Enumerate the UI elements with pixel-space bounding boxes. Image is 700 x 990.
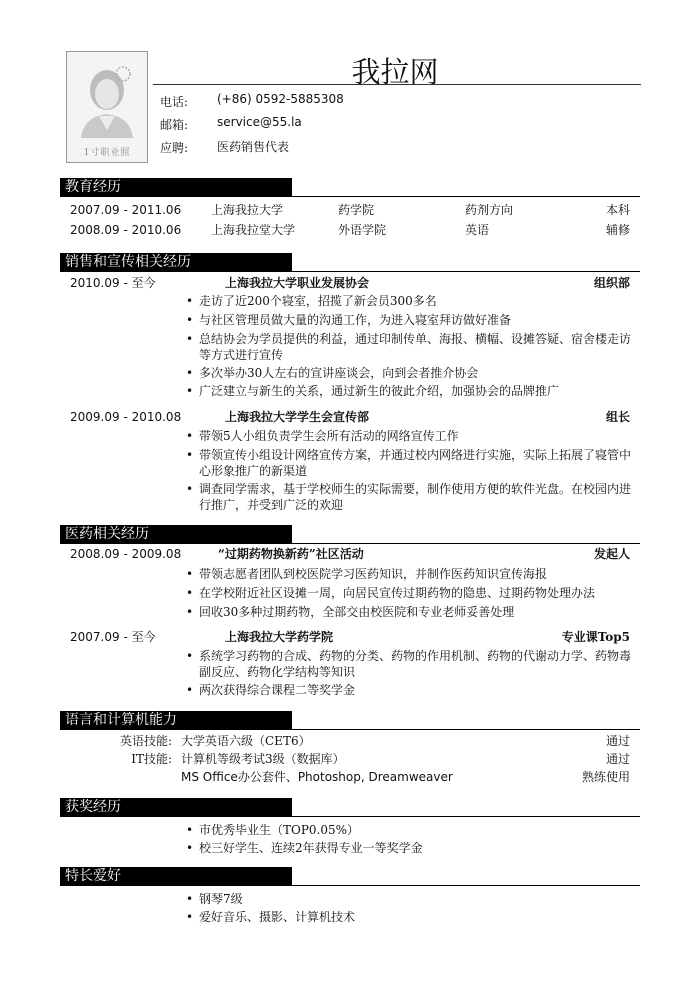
edu-major: 英语 xyxy=(465,223,490,237)
skill-level: 通过 xyxy=(605,734,630,748)
bullet-dot-icon: • xyxy=(186,313,194,327)
entry-period: 2008.09 - 2009.08 xyxy=(70,547,182,561)
edu-degree: 本科 xyxy=(605,203,630,217)
list-item: 在学校附近社区设摊一周，向居民宣传过期药物的隐患、过期药物处理办法 xyxy=(199,586,596,600)
bullet-dot-icon: • xyxy=(186,429,194,443)
position-value: 医药销售代表 xyxy=(217,140,290,154)
bullet-dot-icon: • xyxy=(186,384,194,398)
list-item: 两次获得综合课程二等奖学金 xyxy=(199,683,356,697)
list-item: 回收30多种过期药物，全部交由校医院和专业老师妥善处理 xyxy=(199,605,515,619)
entry-org: 上海我拉大学职业发展协会 xyxy=(225,276,370,290)
section-education-title: 教育经历 xyxy=(60,178,292,196)
edu-major: 药剂方向 xyxy=(465,203,514,217)
skill-value: 计算机等级考试3级（数据库） xyxy=(181,752,345,766)
edu-period: 2008.09 - 2010.06 xyxy=(70,223,182,237)
section-divider xyxy=(60,816,640,817)
entry-role: 组织部 xyxy=(593,276,630,290)
list-item: 带领5人小组负责学生会所有活动的网络宣传工作 xyxy=(199,429,459,443)
edu-college: 药学院 xyxy=(338,203,375,217)
section-awards-title: 获奖经历 xyxy=(60,798,292,816)
edu-school: 上海我拉堂大学 xyxy=(211,223,296,237)
bullet-dot-icon: • xyxy=(186,683,194,697)
edu-college: 外语学院 xyxy=(338,223,387,237)
list-item: 爱好音乐、摄影、计算机技术 xyxy=(199,910,356,924)
skill-label: IT技能: xyxy=(131,752,172,766)
skill-value: MS Office办公套件、Photoshop, Dreamweaver xyxy=(181,770,453,784)
profile-photo xyxy=(66,51,148,163)
entry-period: 2010.09 - 至今 xyxy=(70,276,156,290)
list-item: 调查同学需求，基于学校师生的实际需要，制作使用方便的软件光盘。在校园内进行推广，并受到广泛的欢迎 xyxy=(199,482,632,512)
bullet-dot-icon: • xyxy=(186,366,194,380)
email-label: 邮箱: xyxy=(160,118,189,132)
bullet-dot-icon: • xyxy=(186,649,194,663)
edu-period: 2007.09 - 2011.06 xyxy=(70,203,182,217)
section-divider xyxy=(60,271,640,272)
bullet-dot-icon: • xyxy=(186,605,194,619)
bullet-dot-icon: • xyxy=(186,332,194,346)
skill-level: 熟练使用 xyxy=(581,770,630,784)
bullet-dot-icon: • xyxy=(186,294,194,308)
section-divider xyxy=(60,885,640,886)
skill-value: 大学英语六级（CET6） xyxy=(181,734,311,748)
bullet-dot-icon: • xyxy=(186,841,194,855)
bullet-dot-icon: • xyxy=(186,586,194,600)
phone-label: 电话: xyxy=(160,95,189,109)
list-item: 市优秀毕业生（TOP0.05%） xyxy=(199,823,360,837)
section-pharma-title: 医药相关经历 xyxy=(60,525,292,543)
list-item: 广泛建立与新生的关系，通过新生的彼此介绍，加强协会的品牌推广 xyxy=(199,384,560,398)
list-item: 总结协会为学员提供的利益，通过印制传单、海报、横幅、设摊答疑、宿舍楼走访等方式进行宣传 xyxy=(199,332,632,362)
list-item: 多次举办30人左右的宣讲座谈会，向到会者推介协会 xyxy=(199,366,479,380)
list-item: 走访了近200个寝室，招揽了新会员300多名 xyxy=(199,294,437,308)
skill-label: 英语技能: xyxy=(119,734,172,748)
bullet-dot-icon: • xyxy=(186,823,194,837)
email-value: service@55.la xyxy=(217,115,302,129)
entry-org: 上海我拉大学学生会宣传部 xyxy=(225,410,370,424)
section-sales-title: 销售和宣传相关经历 xyxy=(60,253,292,271)
position-label: 应聘: xyxy=(160,141,189,155)
list-item: 校三好学生、连续2年获得专业一等奖学金 xyxy=(199,841,423,855)
section-hobbies-title: 特长爱好 xyxy=(60,867,292,885)
edu-school: 上海我拉大学 xyxy=(211,203,284,217)
list-item: 系统学习药物的合成、药物的分类、药物的作用机制、药物的代谢动力学、药物毒副反应、药物化学结构等知识 xyxy=(199,649,632,679)
bullet-dot-icon: • xyxy=(186,910,194,924)
entry-org: “过期药物换新药”社区活动 xyxy=(218,547,364,561)
photo-caption: 1寸职业照 xyxy=(83,148,131,158)
skill-level: 通过 xyxy=(605,752,630,766)
name-divider xyxy=(153,84,641,85)
bullet-dot-icon: • xyxy=(186,892,194,906)
section-skills-title: 语言和计算机能力 xyxy=(60,711,292,729)
edu-degree: 辅修 xyxy=(605,223,630,237)
bullet-dot-icon: • xyxy=(186,567,194,581)
entry-period: 2007.09 - 至今 xyxy=(70,630,156,644)
resume-name: 我拉网 xyxy=(351,55,439,89)
phone-value: (+86) 0592-5885308 xyxy=(217,92,344,106)
list-item: 与社区管理员做大量的沟通工作，为进入寝室拜访做好准备 xyxy=(199,313,512,327)
list-item: 钢琴7级 xyxy=(199,892,243,906)
entry-role: 专业课Top5 xyxy=(561,630,630,644)
entry-period: 2009.09 - 2010.08 xyxy=(70,410,182,424)
entry-org: 上海我拉大学药学院 xyxy=(225,630,334,644)
entry-role: 发起人 xyxy=(593,547,630,561)
section-divider xyxy=(60,196,640,197)
bullet-dot-icon: • xyxy=(186,448,194,462)
list-item: 带领志愿者团队到校医院学习医药知识，并制作医药知识宣传海报 xyxy=(199,567,548,581)
list-item: 带领宣传小组设计网络宣传方案，并通过校内网络进行实施，实际上拓展了寝管中心形象推广的新渠道 xyxy=(199,448,632,478)
entry-role: 组长 xyxy=(605,410,630,424)
section-divider xyxy=(60,543,640,544)
section-divider xyxy=(60,729,640,730)
bullet-dot-icon: • xyxy=(186,482,194,496)
